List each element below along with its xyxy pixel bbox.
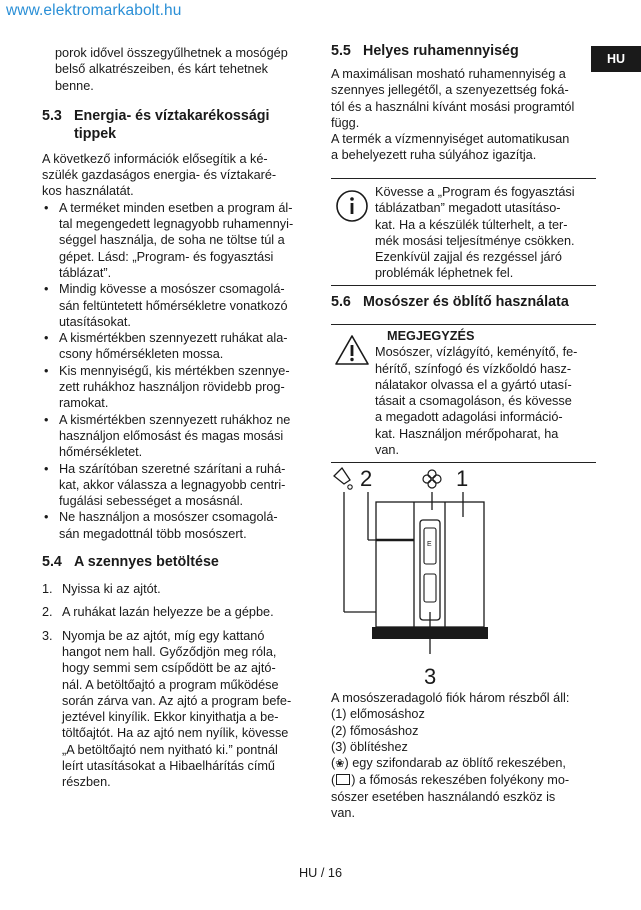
section-title: Helyes ruhamennyiség xyxy=(363,43,519,59)
text-line: egy szifondarab az öblítő rekeszében, xyxy=(352,756,566,771)
list-item xyxy=(42,581,309,597)
language-tab: HU xyxy=(591,46,641,72)
measuring-tool-icon xyxy=(336,774,350,785)
text-line: ramokat. xyxy=(59,396,109,411)
section-title-line: Energia- és víztakarékossági xyxy=(74,107,270,124)
text-line: problémák léphetnek fel. xyxy=(375,266,514,281)
text-line: Ne használjon a mosószer csomagolá- xyxy=(59,510,278,525)
list-item xyxy=(42,604,309,620)
section-heading-5-5 xyxy=(331,42,596,60)
label-3: 3 xyxy=(424,664,437,689)
step-number: 1. xyxy=(42,582,53,597)
text-line: kat. Ha a készülék túlterhelt, a ter- xyxy=(375,217,568,232)
text-line: töltőajtót. Ha az ajtó nem nyílik, kövesse xyxy=(62,726,289,741)
text-line: van. xyxy=(375,443,399,458)
list-item xyxy=(42,628,309,791)
text-line: van. xyxy=(331,806,355,821)
text-line: tól és a használni kívánt mosási programtól xyxy=(331,99,575,114)
section-heading-5-4 xyxy=(42,553,309,571)
text-line: Nyomja be az ajtót, míg egy kattanó xyxy=(62,628,265,643)
text-line: A következő információk elősegítik a ké- xyxy=(42,151,268,166)
text-line: utasításokat. xyxy=(59,314,131,329)
info-note xyxy=(331,178,596,286)
section-5-3-body xyxy=(42,151,309,200)
text-line: nálatakor olvassa el a gyártó utasí- xyxy=(375,377,572,392)
liquid-line: ( ) a főmosás rekeszében folyékony mo- xyxy=(331,773,570,788)
text-line: sán feltüntetett hőmérsékletre vonatkozó xyxy=(59,298,288,313)
text-line: mék mosási teljesítménye csökken. xyxy=(375,233,575,248)
text-line: gépet. Lásd: „Program- és fogyasztási xyxy=(59,249,274,264)
text-line: kat, akkor válassza a legnagyobb centri- xyxy=(59,477,286,492)
section-title-line: tippek xyxy=(74,125,117,142)
list-item xyxy=(42,412,309,461)
text-line: tal megengedett legnagyobb ruhamennyi- xyxy=(59,217,294,232)
text-line: a megadott adagolási információ- xyxy=(375,410,563,425)
list-item xyxy=(42,200,309,281)
text-line: porok idővel összegyűlhetnek a mosógép xyxy=(55,46,288,60)
bullet-icon: • xyxy=(44,412,49,427)
left-column xyxy=(42,45,309,798)
text-line: Ha szárítóban szeretné szárítani a ruhá- xyxy=(59,461,286,476)
section-5-5-body xyxy=(331,66,596,164)
text-line: A terméket minden esetben a program ál- xyxy=(59,200,293,215)
text-line: (3) öblítéshez xyxy=(331,739,408,754)
text-line: sán megadottnál több mosószert. xyxy=(59,526,247,541)
section-number: 5.6 xyxy=(331,294,351,310)
text-line: hérítő, színfogó és vízkőoldó hasz- xyxy=(375,361,572,376)
text-line: szennyes jellegétől, a szenyezettség foká- xyxy=(331,83,569,98)
text-line: Mosószer, vízlágyító, keményítő, fe- xyxy=(375,345,578,360)
page-number: HU / 16 xyxy=(298,866,342,880)
text-line: „A betöltőajtó nem nyitható ki.” pontnál xyxy=(62,742,278,757)
text-line: A termék a vízmennyiséget automatikusan xyxy=(331,132,570,147)
section-number: 5.3 xyxy=(42,107,62,124)
bullet-icon: • xyxy=(44,282,49,297)
text-line: Mindig kövesse a mosószer csomagolá- xyxy=(59,282,285,297)
warning-note xyxy=(331,324,596,463)
section-number: 5.5 xyxy=(331,43,351,59)
text-line: során zárva van. Az ajtó a program befe- xyxy=(62,693,292,708)
text-line: Ezenkívül zajjal és rezgéssel járó xyxy=(375,250,562,265)
bullet-icon: • xyxy=(44,461,49,476)
list-item xyxy=(42,363,309,412)
text-line: függ. xyxy=(331,115,360,130)
section-heading-5-6 xyxy=(331,293,596,311)
text-line: tásait a csomagoláson, és kövesse xyxy=(375,394,572,409)
text-line: zett ruhákhoz használjon rövidebb prog- xyxy=(59,380,285,395)
text-line: leírt utasításokat a Hibaelhárítás című xyxy=(62,758,275,773)
text-line: használjon előmosást és magas mosási xyxy=(59,428,284,443)
text-line: A mosószeradagoló fiók három részből áll: xyxy=(331,691,570,705)
list-item xyxy=(42,509,309,542)
text-line: Kövesse a „Program és fogyasztási xyxy=(375,185,575,199)
text-line: (1) előmosáshoz xyxy=(331,707,425,722)
watermark-url[interactable]: www.elektromarkabolt.hu xyxy=(6,2,182,19)
siphon-line: (❀) egy szifondarab az öblítő rekeszében, xyxy=(331,756,566,771)
section-heading-5-3 xyxy=(42,107,309,143)
right-column xyxy=(331,42,596,164)
bullet-icon: • xyxy=(44,363,49,378)
text-line: a behelyezett ruha súlyához igazítja. xyxy=(331,148,537,163)
section-title: Mosószer és öblítő használata xyxy=(363,294,569,310)
text-line: nál. A betöltőajtó a program működése xyxy=(62,677,279,692)
label-2: 2 xyxy=(360,466,373,491)
text-line: hőmérsékletet. xyxy=(59,445,143,460)
text-line: csony hőmérsékleten mossa. xyxy=(59,347,224,362)
text-line: kat. Használjon mérőpoharat, ha xyxy=(375,426,559,441)
label-1: 1 xyxy=(456,466,469,491)
text-line: séggel használja, de soha ne töltse túl a xyxy=(59,233,285,248)
text-line: fugálási sebességet a mosásnál. xyxy=(59,494,244,509)
detergent-drawer-diagram xyxy=(328,462,503,690)
text-line: benne. xyxy=(55,78,94,93)
intro-paragraph xyxy=(55,45,309,94)
text-line: táblázatban” megadott utasításo- xyxy=(375,201,561,216)
text-line: A kismértékben szennyezett ruhákhoz ne xyxy=(59,412,291,427)
drawer-description xyxy=(331,690,596,821)
text-line: jeztével kinyílik. Ekkor kinyithatja a be- xyxy=(62,710,279,725)
list-item xyxy=(42,330,309,363)
list-item xyxy=(42,281,309,330)
section-number: 5.4 xyxy=(42,554,62,571)
text-line: kos használatát. xyxy=(42,184,134,199)
text-line: szülék gazdaságos energia- és víztakaré- xyxy=(42,168,277,183)
svg-text:E: E xyxy=(427,541,432,548)
text-line: hogy semmi sem csípődött be az ajtó- xyxy=(62,661,276,676)
warning-icon xyxy=(334,334,370,366)
liquid-detergent-icon xyxy=(334,468,352,489)
bullet-icon: • xyxy=(44,510,49,525)
section-title: A szennyes betöltése xyxy=(74,554,219,571)
text-line: (2) főmosáshoz xyxy=(331,723,419,738)
text-line: A ruhákat lazán helyezze be a gépbe. xyxy=(62,605,274,620)
bullet-icon: • xyxy=(44,331,49,346)
text-line: sószer esetében használandó eszköz is xyxy=(331,789,556,804)
text-line: részben. xyxy=(62,775,111,790)
flower-icon: ❀ xyxy=(335,758,345,771)
text-line: táblázat”. xyxy=(59,265,112,280)
list-item xyxy=(42,461,309,510)
info-icon xyxy=(335,189,369,223)
text-line: hangot nem hall. Győződjön meg róla, xyxy=(62,644,277,659)
text-line: Nyissa ki az ajtót. xyxy=(62,582,161,597)
warning-title: MEGJEGYZÉS xyxy=(387,329,475,343)
text-line: belső alkatrészeiben, és kárt tehetnek xyxy=(55,62,268,77)
bullet-icon: • xyxy=(44,200,49,215)
text-line: A maximálisan mosható ruhamennyiség a xyxy=(331,67,566,81)
flower-icon xyxy=(423,470,441,488)
text-line: a főmosás rekeszében folyékony mo- xyxy=(359,773,570,788)
loading-steps-list xyxy=(42,581,309,791)
text-line: A kismértékben szennyezett ruhákat ala- xyxy=(59,331,288,346)
step-number: 2. xyxy=(42,605,53,620)
text-line: Kis mennyiségű, kis mértékben szennye- xyxy=(59,363,290,378)
tips-bullet-list xyxy=(42,200,309,542)
step-number: 3. xyxy=(42,628,53,643)
